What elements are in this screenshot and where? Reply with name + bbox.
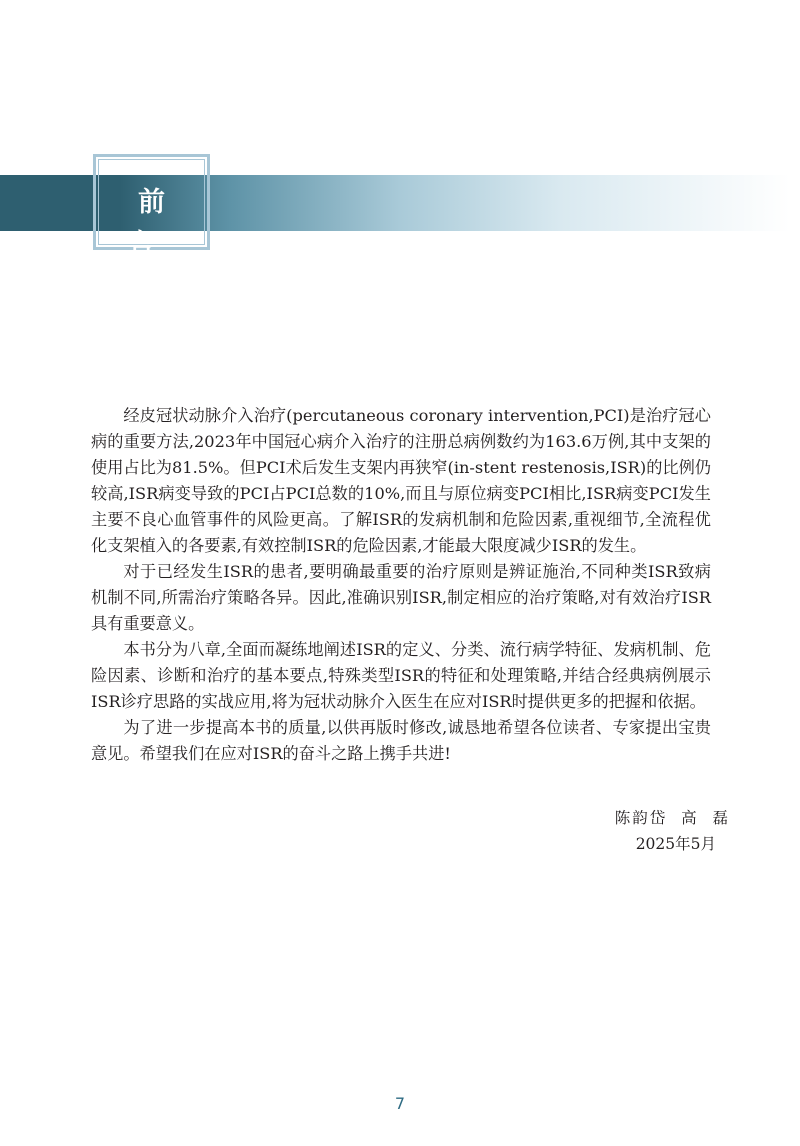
signature-authors: 陈韵岱 高 磊 <box>614 809 730 827</box>
signature-date: 2025年5月 <box>635 835 716 853</box>
preface-body <box>91 403 711 767</box>
signature <box>490 805 730 857</box>
page-number: 7 <box>394 1094 406 1113</box>
page-title: 前言 <box>128 187 185 260</box>
paragraph: 经皮冠状动脉介入治疗(percutaneous coronary intervention,PCI)是治疗冠心病的重要方法,2023年中国冠心病介入治疗的注册总病例数约为163.6万例,其中支架的使用占比为81.5%。但PCI术后发生支架内再狭窄(in-stent restenosis,ISR)的比例仍较高,ISR病变导致的PCI占PCI总数的10%,而且与原位病变PCI相比,ISR病变PCI发生主要不良心血管事件的风险更高。了解ISR的发病机制和危险因素,重视细节,全流程优化支架植入的各要素,有效控制ISR的危险因素,才能最大限度减少ISR的发生。 <box>91 406 711 555</box>
paragraph: 本书分为八章,全面而凝练地阐述ISR的定义、分类、流行病学特征、发病机制、危险因素、诊断和治疗的基本要点,特殊类型ISR的特征和处理策略,并结合经典病例展示ISR诊疗思路的实战应用,将为冠状动脉介入医生在应对ISR时提供更多的把握和依据。 <box>91 640 711 711</box>
paragraph: 对于已经发生ISR的患者,要明确最重要的治疗原则是辨证施治,不同种类ISR致病机制不同,所需治疗策略各异。因此,准确识别ISR,制定相应的治疗策略,对有效治疗ISR具有重要意义。 <box>91 562 711 633</box>
paragraph: 为了进一步提高本书的质量,以供再版时修改,诚恳地希望各位读者、专家提出宝贵意见。希望我们在应对ISR的奋斗之路上携手共进! <box>91 718 711 763</box>
